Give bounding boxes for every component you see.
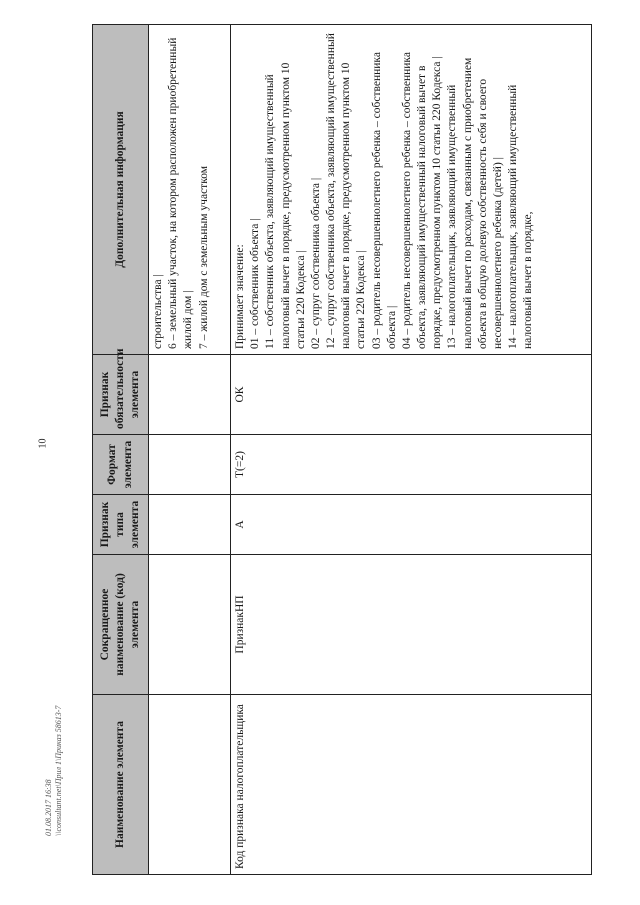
page-number: 10: [37, 438, 49, 449]
info-line: 12 – супруг собственника объекта, заявляющий имущественный налоговый вычет в порядке, предусмотренном пунктом 10 статьи 220 Кодекса |: [325, 33, 368, 349]
footer-timestamp: 01.08.2017 16:38: [44, 779, 53, 836]
header-additional-info: Дополнительная информация: [93, 25, 149, 355]
cell-empty: [149, 355, 231, 435]
element-spec-table: [92, 24, 592, 875]
info-line: 04 – родитель несовершеннолетнего ребенка – собственника объекта, заявляющий имущественный налоговый вычет в порядке, предусмотренном пунктом 10 статьи 220 Кодекса |: [400, 52, 444, 349]
header-name: Наименование элемента: [93, 695, 149, 875]
info-line: 13 – налогоплательщик, заявляющий имущественный налоговый вычет по расходам, связанным с приобретением объекта в общую долевую собственность себя и своего несовершеннолетнего ребенка (детей) |: [446, 57, 504, 349]
rotated-page-content: [92, 25, 592, 875]
cell-short-name: ПризнакНП: [231, 555, 592, 695]
cell-empty: [149, 495, 231, 555]
table-row-continuation: [149, 25, 231, 875]
cell-type-sign: А: [231, 495, 592, 555]
info-line: 01 – собственник объекта |: [249, 218, 262, 349]
cell-format: T(=2): [231, 435, 592, 495]
header-format: Формат элемента: [93, 435, 149, 495]
cell-empty: [149, 435, 231, 495]
info-line: 11 – собственник объекта, заявляющий имущественный налоговый вычет в порядке, предусмотренном пунктом 10 статьи 220 Кодекса |: [264, 62, 307, 349]
cell-empty: [149, 555, 231, 695]
table-row: [231, 25, 592, 875]
cell-empty: [149, 695, 231, 875]
header-short-name: Сокращенное наименование (код) элемента: [93, 555, 149, 695]
cell-element-name: Код признака налогоплательщика: [231, 695, 592, 875]
info-line: 02 – супруг собственника объекта |: [309, 177, 322, 349]
document-footer: [44, 656, 63, 836]
info-line: 6 – земельный участок, на котором расположен приобретенный жилой дом |: [167, 37, 195, 349]
info-line: 03 – родитель несовершеннолетнего ребенка – собственника объекта |: [370, 52, 398, 349]
footer-path: \\consultant.net\Прил 1\Приказ 58613-7: [53, 705, 63, 836]
cell-additional-info: [231, 25, 592, 355]
cell-mandatory-sign: ОК: [231, 355, 592, 435]
table-header-row: [93, 25, 149, 875]
info-line: строительства |: [152, 274, 164, 349]
cell-continuation-info: [149, 25, 231, 355]
info-line: Принимает значение:: [234, 244, 246, 349]
header-mandatory-sign: Признак обязательности элемента: [93, 355, 149, 435]
header-type-sign: Признак типа элемента: [93, 495, 149, 555]
info-line: 14 – налогоплательщик, заявляющий имущественный налоговый вычет в порядке,: [507, 84, 535, 349]
info-line: 7 – жилой дом с земельным участком: [197, 165, 210, 349]
